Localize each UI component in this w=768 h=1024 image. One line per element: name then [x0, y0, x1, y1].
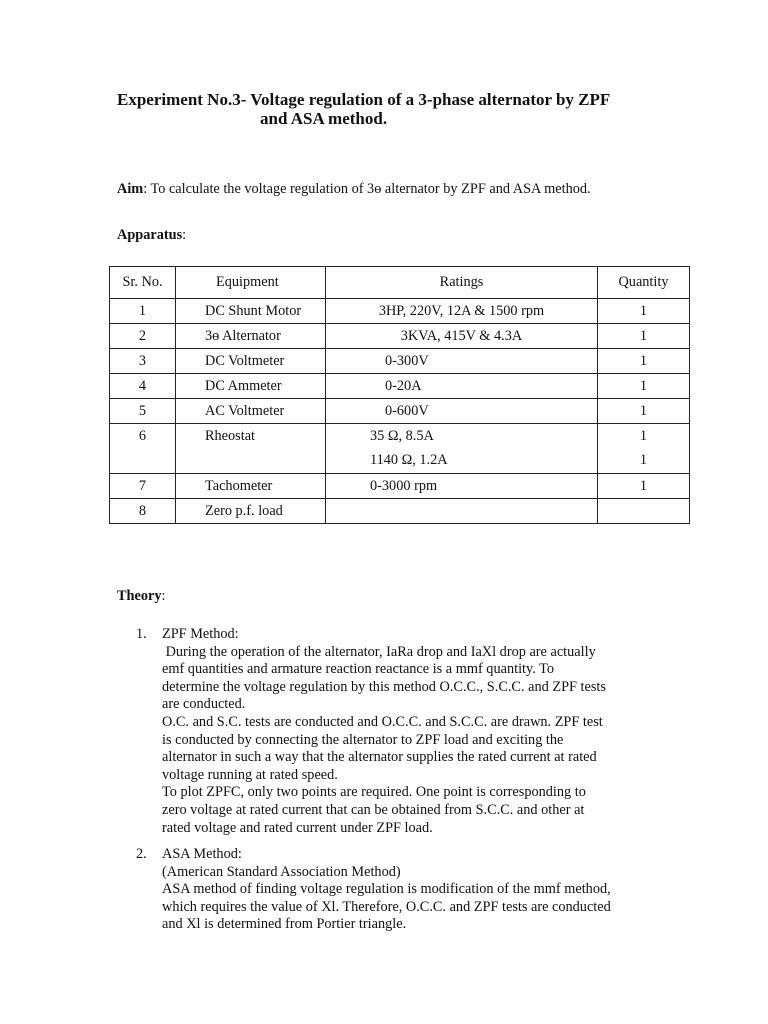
cell-sr: 2: [110, 324, 176, 349]
line: emf quantities and armature reaction reactance is a mmf quantity. To: [162, 661, 555, 678]
cell-ratings: [326, 499, 598, 524]
header-ratings: Ratings: [326, 267, 598, 299]
cell-ratings: 3KVA, 415V & 4.3A: [326, 324, 598, 349]
line: To plot ZPFC, only two points are required. One point is corresponding to: [162, 784, 586, 801]
apparatus-table: [109, 266, 690, 524]
table-row: [110, 474, 690, 499]
cell-quantity: 1: [639, 452, 648, 468]
header-equipment: Equipment: [176, 267, 326, 299]
table-row: [110, 349, 690, 374]
cell-quantity: 1: [598, 374, 690, 399]
cell-sr: 1: [110, 299, 176, 324]
line: ASA Method:: [162, 846, 242, 862]
cell-equipment: Tachometer: [176, 474, 326, 499]
table-header-row: [110, 267, 690, 299]
title-line-2: and ASA method.: [260, 109, 388, 128]
cell-sr: 5: [110, 399, 176, 424]
cell-sr: 8: [110, 499, 176, 524]
cell-ratings: 3HP, 220V, 12A & 1500 rpm: [326, 299, 598, 324]
cell-quantity: [598, 499, 690, 524]
line: zero voltage at rated current that can be obtained from S.C.C. and other at: [162, 801, 585, 818]
line: O.C. and S.C. tests are conducted and O.C.C. and S.C.C. are drawn. ZPF test: [162, 713, 603, 730]
cell-quantity: 1: [598, 349, 690, 374]
line: voltage running at rated speed.: [162, 766, 338, 783]
cell-ratings: 0-300V: [326, 349, 598, 374]
cell-ratings: 0-600V: [326, 399, 598, 424]
line: During the operation of the alternator, IaRa drop and IaXl drop are actually: [162, 643, 596, 660]
cell-equipment: Zero p.f. load: [176, 499, 326, 524]
theory-item-asa: [162, 846, 662, 934]
theory-item-zpf: [162, 626, 662, 837]
cell-sr: 7: [110, 474, 176, 499]
colon: :: [161, 588, 166, 604]
cell-quantity: 1: [598, 324, 690, 349]
line: (American Standard Association Method): [162, 863, 401, 880]
cell-quantity: 1: [639, 428, 648, 444]
cell-equipment: DC Ammeter: [176, 374, 326, 399]
cell-equipment: AC Voltmeter: [176, 399, 326, 424]
cell-ratings: 0-3000 rpm: [326, 474, 598, 499]
apparatus-label: Apparatus: [117, 227, 183, 243]
header-quantity: Quantity: [598, 267, 690, 299]
line: determine the voltage regulation by this method O.C.C., S.C.C. and ZPF tests: [162, 678, 606, 695]
line: rated voltage and rated current under ZPF load.: [162, 819, 433, 836]
cell-quantity: 1: [598, 474, 690, 499]
aim-label: Aim: [117, 181, 144, 197]
cell-equipment: DC Voltmeter: [176, 349, 326, 374]
cell-sr: 3: [110, 349, 176, 374]
apparatus-heading: [117, 227, 186, 244]
cell-sr: 4: [110, 374, 176, 399]
line: and Xl is determined from Portier triangle.: [162, 916, 407, 933]
header-sr-no: Sr. No.: [110, 267, 176, 299]
aim: [117, 181, 591, 198]
table-row: [110, 424, 690, 474]
aim-text: : To calculate the voltage regulation of 3ɵ alternator by ZPF and ASA method.: [143, 181, 591, 197]
colon: :: [182, 227, 187, 243]
list-number: 1.: [136, 626, 147, 642]
cell-ratings: 1140 Ω, 1.2A: [370, 452, 448, 468]
line: alternator in such a way that the alternator supplies the rated current at rated: [162, 749, 597, 766]
theory-heading: [117, 588, 165, 605]
cell-quantity: 1: [598, 399, 690, 424]
cell-ratings: 0-20A: [326, 374, 598, 399]
line: is conducted by connecting the alternator to ZPF load and exciting the: [162, 731, 564, 748]
cell-quantity: 1: [598, 299, 690, 324]
theory-label: Theory: [117, 588, 162, 604]
table-row: [110, 374, 690, 399]
line: are conducted.: [162, 696, 246, 713]
cell-equipment: DC Shunt Motor: [176, 299, 326, 324]
table-row: [110, 399, 690, 424]
cell-sr: 6: [110, 424, 176, 474]
line: ZPF Method:: [162, 626, 239, 642]
cell-ratings: 35 Ω, 8.5A: [370, 428, 434, 444]
cell-equipment: Rheostat: [176, 424, 326, 474]
line: which requires the value of Xl. Therefore, O.C.C. and ZPF tests are conducted: [162, 898, 611, 915]
table-row: [110, 499, 690, 524]
table-row: [110, 299, 690, 324]
table-row: [110, 324, 690, 349]
list-number: 2.: [136, 846, 147, 862]
title-line-1: Experiment No.3- Voltage regulation of a 3-phase alternator by ZPF: [117, 90, 611, 109]
line: ASA method of finding voltage regulation is modification of the mmf method,: [162, 881, 611, 898]
cell-equipment: 3ɵ Alternator: [176, 324, 326, 349]
